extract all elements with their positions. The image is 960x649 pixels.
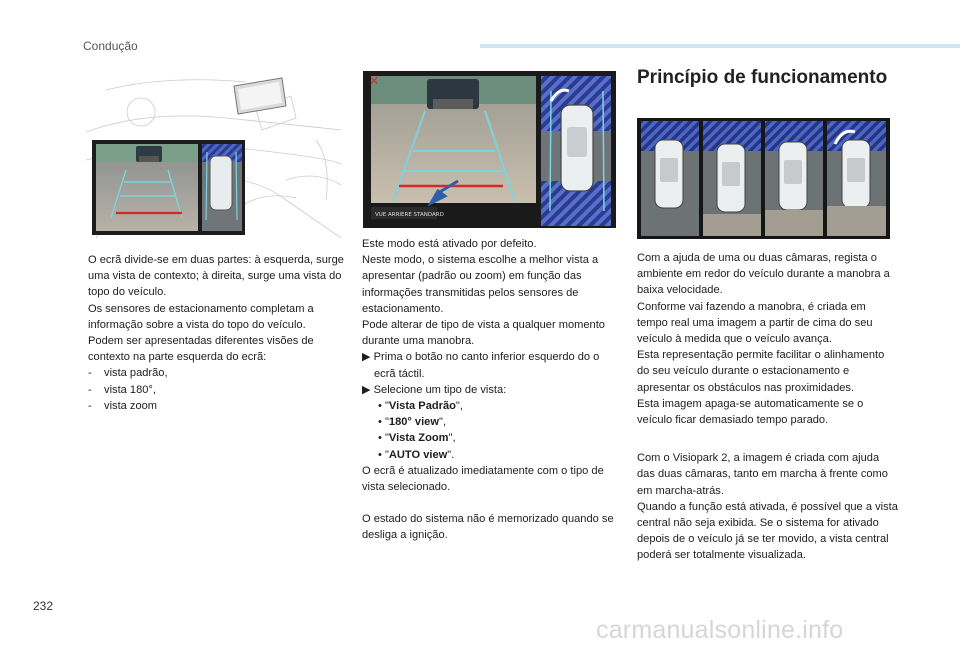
- page-number: 232: [33, 599, 54, 613]
- view-option: • "Vista Padrão",: [378, 400, 463, 413]
- paragraph: Quando a função está ativada, é possível que a vista central não seja exibida. Se o sistema for ativado depois de o veículo já se ter movido, a vista central poderá ser totalmente visualizada.: [637, 500, 898, 562]
- paragraph: Os sensores de estacionamento completam a informação sobre a vista do topo do veículo.: [88, 302, 314, 331]
- paragraph: Este modo está ativado por defeito.: [362, 238, 537, 250]
- header-bar: [480, 44, 960, 48]
- list-item: - vista padrão,: [88, 367, 168, 380]
- paragraph: Esta imagem apaga-se automaticamente se o veículo ficar demasiado tempo parado.: [637, 397, 864, 427]
- instruction-step: ▶ Prima o botão no canto inferior esquerdo do o ecrã táctil.: [362, 351, 600, 380]
- sequence-panel-3: [765, 121, 823, 236]
- paragraph: O estado do sistema não é memorizado quando se desliga a ignição.: [362, 513, 614, 542]
- paragraph: Esta representação permite facilitar o alinhamento do seu veículo durante o estacionamento e apresentar os obstáculos nas proximidades.: [637, 349, 885, 394]
- view-option: • "Vista Zoom",: [378, 432, 456, 445]
- sequence-panel-1: [641, 121, 699, 236]
- paragraph: Neste modo, o sistema escolhe a melhor vista a apresentar (padrão ou zoom) em função das informações transmitidas pelos sensores de estacionamento.: [362, 254, 599, 315]
- list-item: - vista zoom: [88, 399, 158, 412]
- list-item: - vista 180°,: [88, 383, 156, 396]
- watermark: carmanualsonline.info: [596, 616, 844, 644]
- inset-camera-screen: [92, 140, 245, 235]
- paragraph: Com o Visiopark 2, a imagem é criada com ajuda das duas câmaras, tanto em marcha à frente como em marcha-atrás.: [637, 452, 888, 497]
- column-1-text: [88, 252, 346, 414]
- instruction-step: ▶ Selecione um tipo de vista:: [362, 383, 507, 396]
- triangle-bullet-icon: ▶: [362, 383, 371, 396]
- paragraph: O ecrã divide-se em duas partes: à esquerda, surge uma vista de contexto; à direita, surge uma vista do topo do veículo.: [88, 254, 344, 299]
- sequence-panel-4: [827, 121, 886, 236]
- triangle-bullet-icon: ▶: [362, 351, 371, 364]
- view-option: • "AUTO view".: [378, 448, 455, 461]
- paragraph: Pode alterar de tipo de vista a qualquer momento durante uma manobra.: [362, 319, 605, 348]
- section-header: Condução: [83, 39, 138, 53]
- column-3-text: [637, 250, 899, 564]
- rear-camera-screen: [363, 71, 616, 228]
- paragraph: O ecrã é atualizado imediatamente com o tipo de vista selecionado.: [362, 464, 604, 494]
- paragraph: Com a ajuda de uma ou duas câmaras, regista o ambiente em redor do veículo durante a manobra a baixa velocidade.: [637, 252, 890, 297]
- paragraph: Podem ser apresentadas diferentes visões de contexto na parte esquerda do ecrã:: [88, 335, 314, 364]
- column-2-text: [362, 236, 620, 544]
- sequence-panel-2: [703, 121, 761, 236]
- close-icon: ✕: [369, 74, 380, 88]
- paragraph: Conforme vai fazendo a manobra, é criada em tempo real uma imagem a partir de cima do seu veículo à medida que o veículo avança.: [637, 300, 873, 346]
- view-option: • "180° view",: [378, 416, 447, 429]
- section-title: Princípio de funcionamento: [637, 67, 888, 88]
- cockpit-illustration: [86, 70, 341, 238]
- view-mode-label: VUE ARRIERE STANDARD: [375, 212, 444, 218]
- visiopark-sequence-figure: [637, 118, 890, 239]
